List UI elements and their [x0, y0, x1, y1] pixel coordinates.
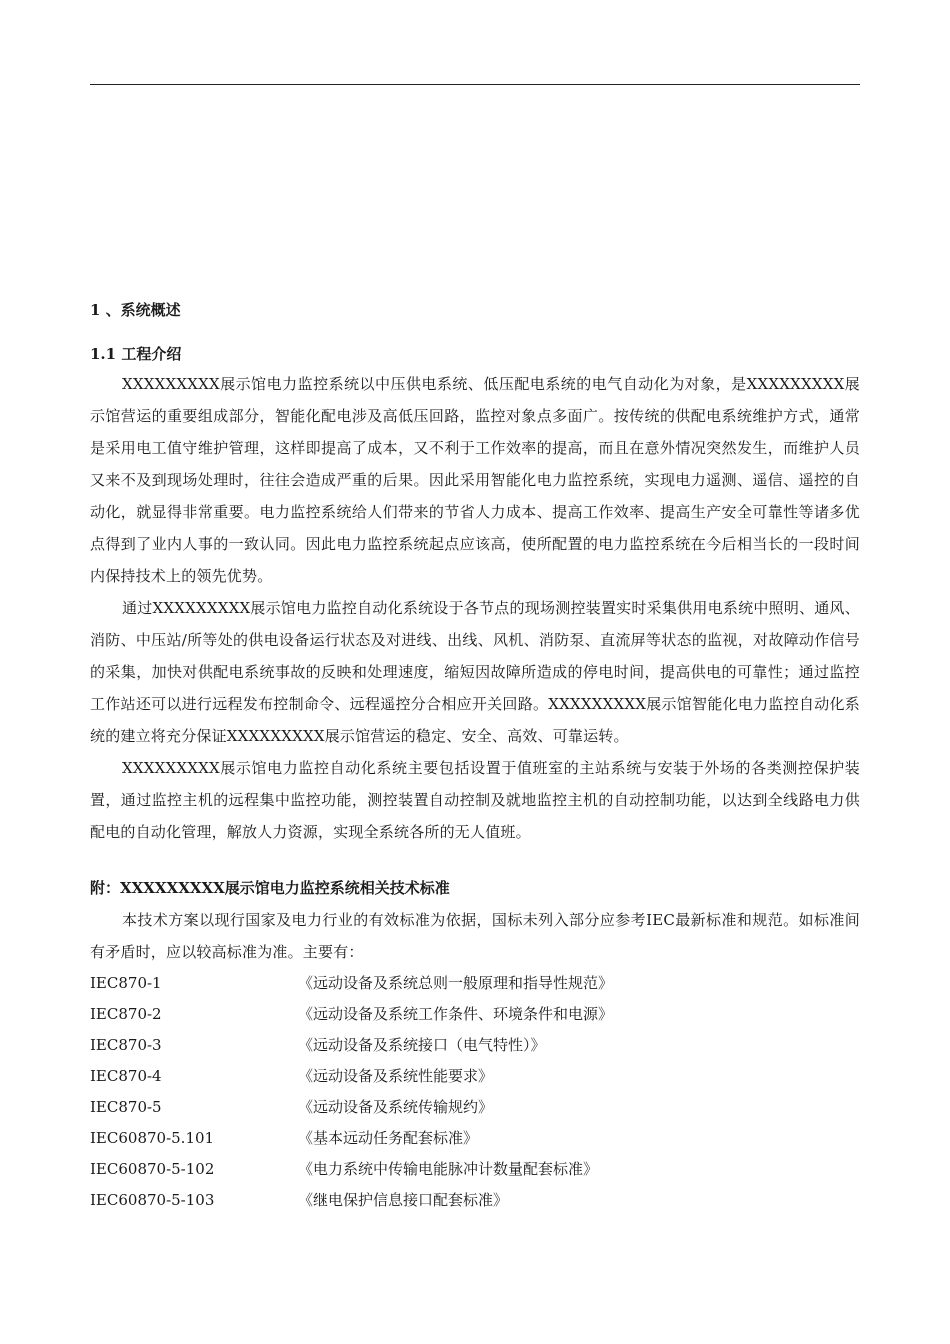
appendix-intro: 本技术方案以现行国家及电力行业的有效标准为依据，国标未列入部分应参考IEC最新标准和规范。如标准间有矛盾时，应以较高标准为准。主要有： — [90, 911, 860, 961]
standard-row — [90, 999, 860, 1030]
standard-title: 《远动设备及系统传输规约》 — [298, 1098, 494, 1116]
standard-code: IEC870-2 — [90, 1005, 162, 1023]
standard-row — [90, 1061, 860, 1092]
standard-title: 《远动设备及系统总则一般原理和指导性规范》 — [298, 974, 614, 992]
standards-list — [90, 968, 860, 1216]
appendix-title: 附：XXXXXXXXX展示馆电力监控系统相关技术标准 — [90, 879, 450, 897]
standard-code: IEC870-5 — [90, 1098, 162, 1116]
paragraph-system-composition: XXXXXXXXX展示馆电力监控自动化系统主要包括设置于值班室的主站系统与安装于外场的各类测控保护装置，通过监控主机的远程集中监控功能，测控装置自动控制及就地监控主机的自动控制功能，以达到全线路电力供配电的自动化管理，解放人力资源，实现全系统各所的无人值班。 — [90, 759, 860, 841]
standard-code: IEC60870-5-102 — [90, 1160, 215, 1178]
standard-code: IEC870-3 — [90, 1036, 162, 1054]
standard-row — [90, 1030, 860, 1061]
paragraph-monitoring: 通过XXXXXXXXX展示馆电力监控自动化系统设于各节点的现场测控装置实时采集供用电系统中照明、通风、消防、中压站/所等处的供电设备运行状态及对进线、出线、风机、消防泵、直流屏等状态的监视，对故障动作信号的采集，加快对供配电系统事故的反映和处理速度，缩短因故障所造成的停电时间，提高供电的可靠性；通过监控工作站还可以进行远程发布控制命令、远程遥控分合相应开关回路。XXXXXXXXX展示馆智能化电力监控自动化系统的建立将充分保证XXXXXXXXX展示馆营运的稳定、安全、高效、可靠运转。 — [90, 599, 860, 745]
section-heading: 1 、系统概述 — [90, 301, 181, 319]
standard-code: IEC60870-5-103 — [90, 1191, 215, 1209]
standard-code: IEC870-1 — [90, 974, 162, 992]
standard-row — [90, 1185, 860, 1216]
subsection-heading: 1.1 工程介绍 — [90, 345, 182, 363]
standard-title: 《电力系统中传输电能脉冲计数量配套标准》 — [298, 1160, 599, 1178]
standard-title: 《远动设备及系统接口（电气特性）》 — [298, 1036, 546, 1054]
standard-title: 《继电保护信息接口配套标准》 — [298, 1191, 509, 1209]
standard-title: 《远动设备及系统工作条件、环境条件和电源》 — [298, 1005, 614, 1023]
standard-row — [90, 1123, 860, 1154]
header-rule — [90, 84, 860, 85]
standard-title: 《基本远动任务配套标准》 — [298, 1129, 479, 1147]
standard-row — [90, 968, 860, 999]
paragraph-overview: XXXXXXXXX展示馆电力监控系统以中压供电系统、低压配电系统的电气自动化为对象，是XXXXXXXXX展示馆营运的重要组成部分，智能化配电涉及高低压回路，监控对象点多面广。按传统的供配电系统维护方式，通常是采用电工值守维护管理，这样即提高了成本，又不利于工作效率的提高，而且在意外情况突然发生，而维护人员又来不及到现场处理时，往往会造成严重的后果。因此采用智能化电力监控系统，实现电力遥测、遥信、遥控的自动化，就显得非常重要。电力监控系统给人们带来的节省人力成本、提高工作效率、提高生产安全可靠性等诸多优点得到了业内人事的一致认同。因此电力监控系统起点应该高，使所配置的电力监控系统在今后相当长的一段时间内保持技术上的领先优势。 — [90, 375, 860, 585]
standard-code: IEC60870-5.101 — [90, 1129, 215, 1147]
document-body — [90, 298, 860, 1216]
standard-row — [90, 1092, 860, 1123]
standard-code: IEC870-4 — [90, 1067, 162, 1085]
standard-title: 《远动设备及系统性能要求》 — [298, 1067, 494, 1085]
standard-row — [90, 1154, 860, 1185]
